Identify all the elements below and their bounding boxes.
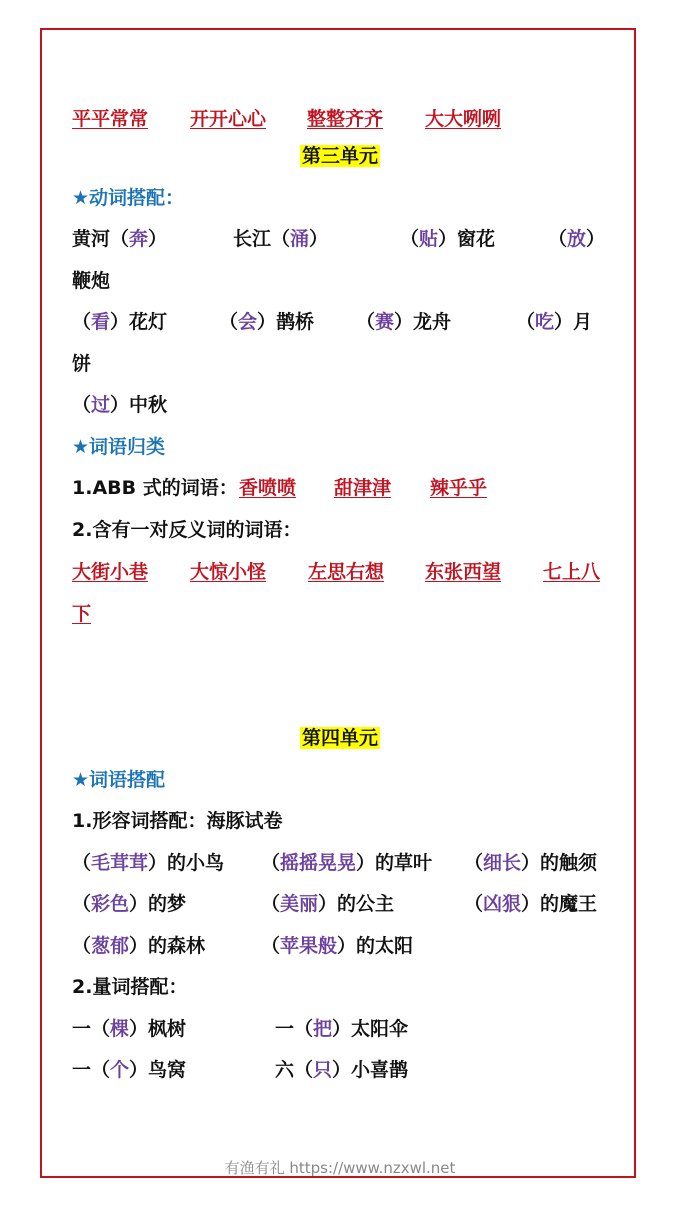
verb-item: （吃）月 (516, 311, 593, 333)
measure-item: 一（棵）枫树 (72, 1018, 187, 1040)
adj-item: （彩色）的梦 (72, 893, 187, 915)
measure-item: 一（把）太阳伞 (275, 1018, 409, 1040)
unit4-title: 第四单元 (301, 727, 378, 749)
abb-word: 辣乎乎 (430, 477, 488, 499)
verb-item: 黄河（奔） (72, 228, 168, 250)
unit3-title: 第三单元 (301, 145, 378, 167)
adj-item: （细长）的触须 (464, 852, 598, 874)
adj-item: （葱郁）的森林 (72, 935, 206, 957)
verb-item: （会）鹊桥 (219, 311, 315, 333)
antonym-word: 左思右想 (308, 561, 385, 583)
verb-heading: ★动词搭配： (72, 187, 185, 209)
idiom-word: 开开心心 (190, 108, 267, 130)
adj-label: 1.形容词搭配：海豚试卷 (72, 810, 283, 832)
measure-item: 一（个）鸟窝 (72, 1059, 187, 1081)
antonym-label: 2.含有一对反义词的词语： (72, 519, 302, 541)
antonym-word: 东张西望 (425, 561, 502, 583)
adj-item: （毛茸茸）的小鸟 (72, 852, 225, 874)
abb-label: 1.ABB 式的词语： (72, 477, 238, 499)
unit4-heading: ★词语搭配 (72, 769, 166, 791)
footer-watermark: 有渔有礼 https://www.nzxwl.net (224, 1159, 456, 1177)
verb-item: 长江（涌） (233, 228, 329, 250)
verb-item: （放） (548, 228, 606, 250)
idiom-word: 大大咧咧 (425, 108, 502, 130)
verb-row-1-wrap: 鞭炮 (72, 270, 111, 292)
adj-item: （摇摇晃晃）的草叶 (261, 852, 433, 874)
abb-word: 香喷喷 (239, 477, 297, 499)
adj-item: （苹果般）的太阳 (261, 935, 414, 957)
verb-row-2-wrap: 饼 (72, 353, 92, 375)
antonym-wrap: 下 (72, 603, 92, 625)
verb-item: （赛）龙舟 (356, 311, 452, 333)
verb-row-3: （过）中秋 (72, 394, 168, 416)
measure-label: 2.量词搭配： (72, 976, 188, 998)
antonym-word: 大惊小怪 (190, 561, 267, 583)
abb-word: 甜津津 (334, 477, 392, 499)
adj-item: （美丽）的公主 (261, 893, 395, 915)
classify-heading: ★词语归类 (72, 436, 166, 458)
verb-item: （看）花灯 (72, 311, 168, 333)
verb-item: （贴）窗花 (400, 228, 496, 250)
idiom-word: 平平常常 (72, 108, 149, 130)
idiom-word: 整整齐齐 (307, 108, 384, 130)
adj-item: （凶狠）的魔王 (464, 893, 598, 915)
antonym-word: 七上八 (543, 561, 601, 583)
measure-item: 六（只）小喜鹊 (275, 1059, 409, 1081)
antonym-word: 大街小巷 (72, 561, 149, 583)
